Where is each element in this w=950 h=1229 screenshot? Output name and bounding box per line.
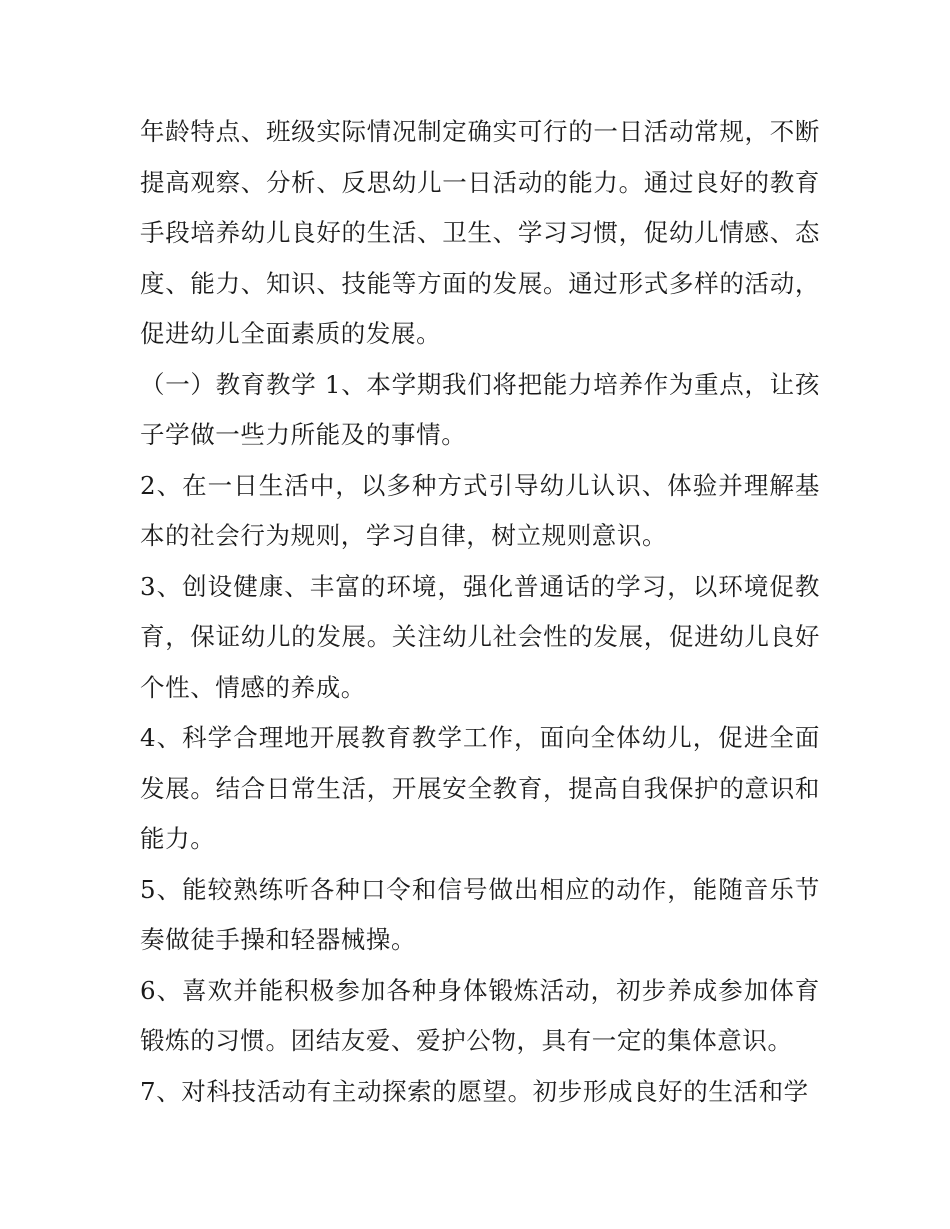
paragraph-item-3: 3、创设健康、丰富的环境，强化普通话的学习，以环境促教育，保证幼儿的发展。关注幼儿社会性的发展，促进幼儿良好个性、情感的养成。 (140, 571, 820, 702)
paragraph-section-1: （一）教育教学 1、本学期我们将把能力培养作为重点，让孩子学做一些力所能及的事情。 (140, 369, 820, 449)
paragraph-item-2: 2、在一日生活中，以多种方式引导幼儿认识、体验并理解基本的社会行为规则，学习自律，树立规则意识。 (140, 470, 820, 550)
paragraph-item-6: 6、喜欢并能积极参加各种身体锻炼活动，初步养成参加体育锻炼的习惯。团结友爱、爱护公物，具有一定的集体意识。 (140, 975, 820, 1055)
paragraph-intro: 年龄特点、班级实际情况制定确实可行的一日活动常规，不断提高观察、分析、反思幼儿一日活动的能力。通过良好的教育手段培养幼儿良好的生活、卫生、学习习惯，促幼儿情感、态度、能力、知识、技能等方面的发展。通过形式多样的活动，促进幼儿全面素质的发展。 (140, 117, 820, 348)
paragraph-item-4: 4、科学合理地开展教育教学工作，面向全体幼儿，促进全面发展。结合日常生活，开展安全教育，提高自我保护的意识和能力。 (140, 723, 820, 853)
paragraph-item-7: 7、对科技活动有主动探索的愿望。初步形成良好的生活和学 (140, 1076, 809, 1106)
paragraph-item-5: 5、能较熟练听各种口令和信号做出相应的动作，能随音乐节奏做徒手操和轻器械操。 (140, 874, 820, 954)
document-body (140, 107, 820, 1117)
